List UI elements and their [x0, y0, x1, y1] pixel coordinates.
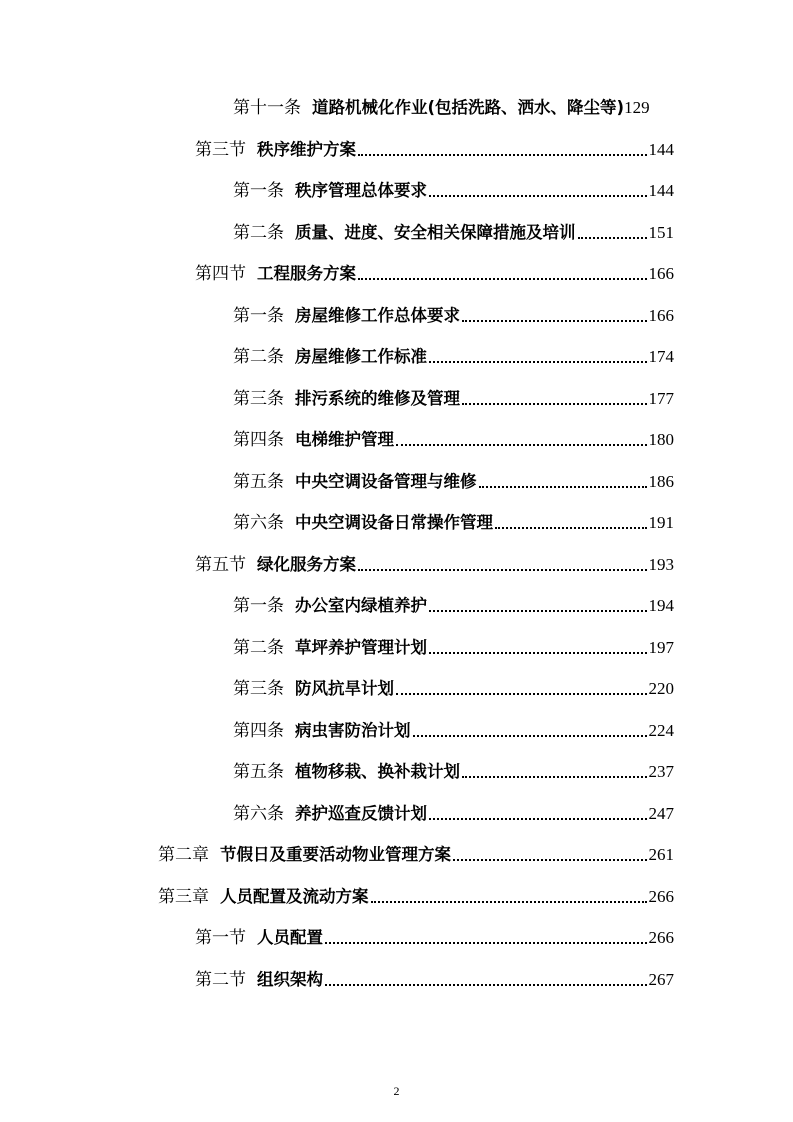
toc-entry-page: 166 [648, 305, 674, 325]
toc-entry[interactable] [158, 882, 674, 908]
toc-dot-leader [429, 610, 647, 612]
toc-entry-page: 266 [648, 928, 674, 947]
toc-entry[interactable] [233, 301, 674, 327]
toc-entry-page: 267 [648, 969, 674, 989]
toc-entry-page: 129 [624, 98, 650, 117]
toc-entry-number: 第三节 [195, 139, 246, 160]
toc-dot-leader [429, 361, 647, 363]
toc-entry[interactable] [195, 259, 674, 285]
toc-entry-title: 电梯维护管理 [295, 430, 394, 449]
toc-entry[interactable] [233, 674, 674, 700]
toc-entry-number: 第二条 [233, 637, 284, 658]
toc-entry-page: 151 [648, 222, 674, 242]
toc-dot-leader [453, 859, 647, 861]
toc-entry-number: 第二节 [195, 969, 246, 990]
toc-entry[interactable] [233, 218, 674, 244]
toc-entry-title: 防风抗旱计划 [295, 679, 394, 698]
toc-entry-title: 绿化服务方案 [257, 554, 356, 574]
toc-entry-page: 166 [648, 264, 674, 283]
toc-entry-page: 174 [648, 347, 674, 366]
toc-entry-title: 房屋维修工作标准 [295, 347, 427, 366]
toc-entry-title: 中央空调设备管理与维修 [295, 471, 477, 491]
toc-entry[interactable] [195, 135, 674, 161]
toc-entry-page: 266 [648, 886, 674, 906]
toc-entry-number: 第五条 [233, 762, 284, 782]
toc-entry-title: 草坪养护管理计划 [295, 637, 427, 657]
toc-entry-page: 194 [648, 596, 674, 615]
toc-entry-page: 237 [648, 762, 674, 781]
toc-dot-leader [358, 154, 647, 156]
toc-dot-leader [479, 486, 647, 488]
toc-entry-page: 186 [648, 471, 674, 491]
toc-entry-title: 组织架构 [257, 969, 323, 989]
toc-entry-number: 第一节 [195, 928, 246, 948]
toc-entry[interactable] [233, 93, 650, 119]
toc-entry-number: 第十一条 [233, 98, 301, 118]
toc-entry-page: 144 [648, 139, 674, 159]
toc-dot-leader [462, 320, 647, 322]
toc-entry-title: 人员配置 [257, 928, 323, 947]
toc-entry-page: 197 [648, 637, 674, 657]
toc-entry-page: 224 [648, 720, 674, 740]
toc-entry-number: 第六条 [233, 803, 284, 824]
toc-dot-leader [396, 444, 647, 446]
toc-entry-number: 第二条 [233, 347, 284, 367]
toc-dot-leader [413, 735, 647, 737]
toc-entry-number: 第四节 [195, 264, 246, 284]
toc-entry-page: 144 [648, 181, 674, 200]
toc-entry[interactable] [195, 923, 674, 949]
toc-entry[interactable] [158, 840, 674, 866]
toc-dot-leader [429, 818, 647, 820]
toc-dot-leader [578, 237, 647, 239]
toc-dot-leader [325, 984, 647, 986]
toc-entry[interactable] [195, 550, 674, 576]
toc-entry-number: 第四条 [233, 430, 284, 450]
toc-entry-number: 第六条 [233, 513, 284, 533]
toc-entry-number: 第三条 [233, 679, 284, 699]
toc-entry-title: 办公室内绿植养护 [295, 596, 427, 615]
toc-entry[interactable] [233, 591, 674, 617]
toc-entry-title: 房屋维修工作总体要求 [295, 305, 460, 325]
toc-entry-title: 秩序管理总体要求 [295, 181, 427, 200]
toc-dot-leader [462, 403, 647, 405]
toc-entry[interactable] [233, 384, 674, 410]
toc-entry-title: 工程服务方案 [257, 264, 356, 283]
toc-entry-page: 220 [648, 679, 674, 698]
toc-entry[interactable] [233, 425, 674, 451]
toc-dot-leader [358, 569, 647, 571]
toc-entry-number: 第一条 [233, 305, 284, 326]
toc-entry-number: 第三条 [233, 388, 284, 409]
toc-entry-number: 第二章 [158, 845, 209, 865]
toc-entry-number: 第一条 [233, 596, 284, 616]
toc-entry-title: 质量、进度、安全相关保障措施及培训 [295, 222, 576, 242]
toc-entry[interactable] [233, 176, 674, 202]
toc-entry[interactable] [233, 342, 674, 368]
toc-entry-number: 第五节 [195, 554, 246, 575]
toc-entry[interactable] [233, 757, 674, 783]
toc-entry-title: 中央空调设备日常操作管理 [295, 513, 493, 532]
toc-entry-number: 第三章 [158, 886, 209, 907]
toc-dot-leader [429, 652, 647, 654]
toc-entry-title: 植物移栽、换补栽计划 [295, 762, 460, 781]
toc-dot-leader [429, 195, 647, 197]
toc-entry[interactable] [195, 965, 674, 991]
toc-dot-leader [495, 527, 647, 529]
toc-entry-number: 第四条 [233, 720, 284, 741]
toc-entry-number: 第五条 [233, 471, 284, 492]
toc-entry-title: 节假日及重要活动物业管理方案 [220, 845, 451, 864]
toc-entry-title: 道路机械化作业(包括洗路、洒水、降尘等) [312, 98, 625, 117]
toc-entry-number: 第二条 [233, 222, 284, 243]
toc-entry-title: 秩序维护方案 [257, 139, 356, 159]
toc-entry-page: 180 [648, 430, 674, 449]
toc-entry-number: 第一条 [233, 181, 284, 201]
page-number: 2 [393, 1084, 400, 1098]
toc-entry-title: 排污系统的维修及管理 [295, 388, 460, 408]
toc-entry-page: 247 [648, 803, 674, 823]
toc-entry-page: 261 [648, 845, 674, 864]
toc-dot-leader [396, 693, 647, 695]
toc-dot-leader [325, 942, 647, 944]
toc-entry-page: 177 [648, 388, 674, 408]
toc-entry[interactable] [233, 633, 674, 659]
toc-entry-title: 病虫害防治计划 [295, 720, 411, 740]
toc-dot-leader [358, 278, 647, 280]
toc-entry[interactable] [233, 716, 674, 742]
toc-dot-leader [371, 901, 647, 903]
toc-entry[interactable] [233, 799, 674, 825]
toc-entry-page: 191 [648, 513, 674, 532]
toc-entry-title: 养护巡查反馈计划 [295, 803, 427, 823]
toc-entry[interactable] [233, 508, 674, 534]
toc-entry-page: 193 [648, 554, 674, 574]
toc-entry[interactable] [233, 467, 674, 493]
toc-entry-title: 人员配置及流动方案 [220, 886, 369, 906]
toc-dot-leader [462, 776, 647, 778]
